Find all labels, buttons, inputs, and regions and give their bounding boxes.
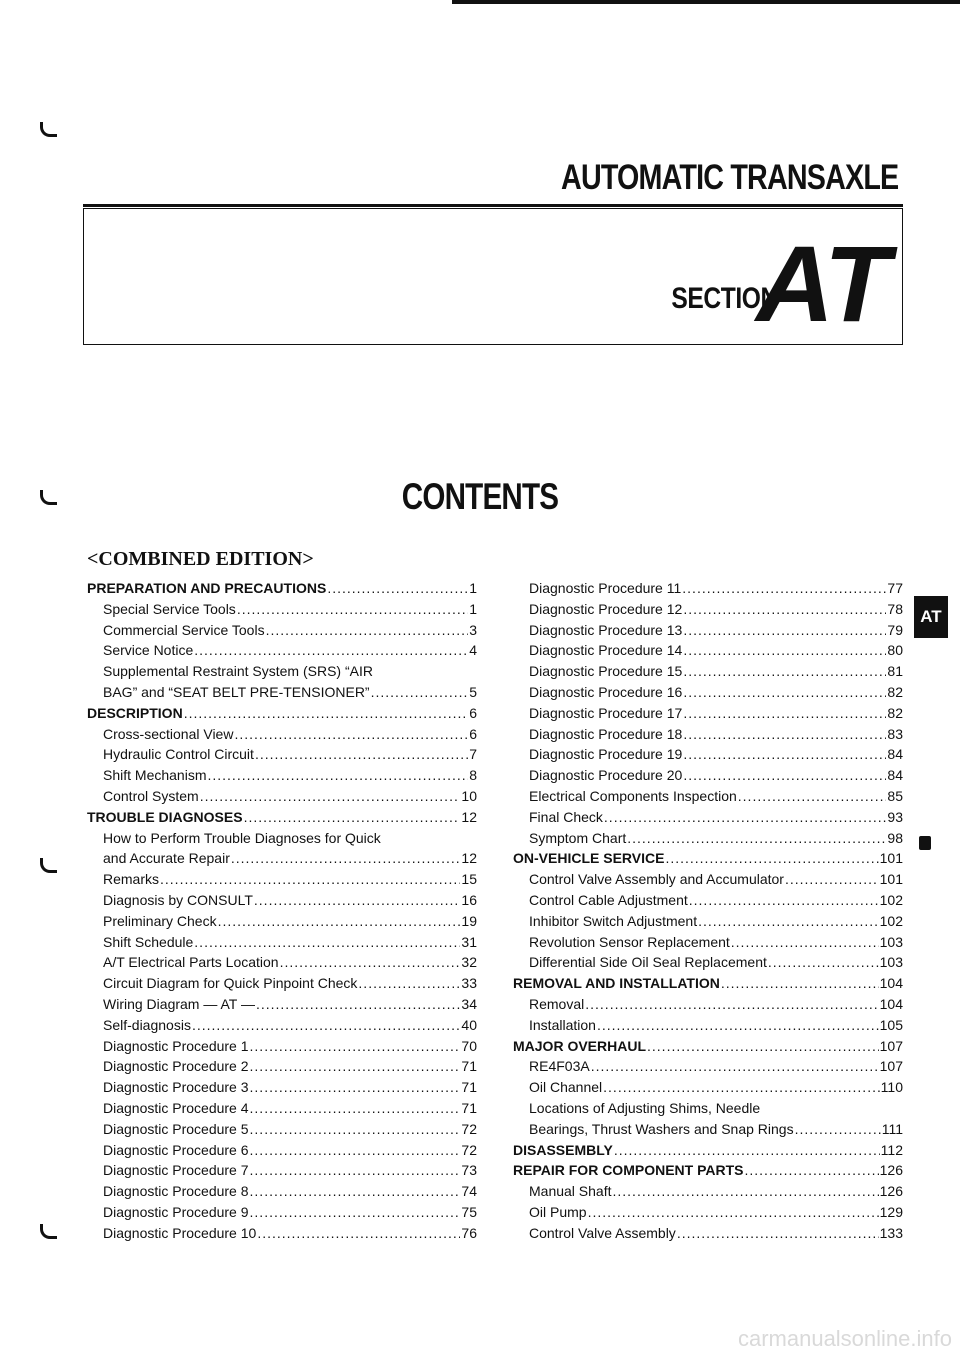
toc-page-number: 34 xyxy=(461,995,477,1012)
toc-entry[interactable] xyxy=(87,765,477,786)
toc-entry[interactable] xyxy=(513,703,903,724)
toc-page-number: 12 xyxy=(461,808,477,825)
toc-page-number: 101 xyxy=(879,871,903,888)
toc-entry[interactable] xyxy=(87,952,477,973)
toc-entry-title: Diagnostic Procedure 14 xyxy=(529,642,683,659)
toc-entry[interactable] xyxy=(87,682,477,703)
toc-leader-dots xyxy=(194,932,460,953)
toc-entry-title: Supplemental Restraint System (SRS) “AIR xyxy=(103,663,373,680)
toc-entry-title: ON-VEHICLE SERVICE xyxy=(513,850,665,867)
toc-entry[interactable] xyxy=(87,911,477,932)
toc-leader-dots xyxy=(614,1140,880,1161)
toc-page-number: 15 xyxy=(461,871,477,888)
toc-page-number: 72 xyxy=(461,1141,477,1158)
toc-page-number: 82 xyxy=(887,683,903,700)
toc-entry[interactable] xyxy=(513,620,903,641)
toc-entry[interactable] xyxy=(513,724,903,745)
toc-entry-title: REMOVAL AND INSTALLATION xyxy=(513,975,720,992)
toc-entry-title: Diagnosis by CONSULT xyxy=(103,891,253,908)
toc-entry[interactable] xyxy=(87,1056,477,1077)
toc-entry-title: Shift Schedule xyxy=(103,933,194,950)
toc-entry-title: Control System xyxy=(103,787,199,804)
toc-section-heading[interactable] xyxy=(513,1140,903,1161)
toc-entry[interactable] xyxy=(87,828,477,849)
toc-entry-title: Control Valve Assembly xyxy=(529,1224,676,1241)
toc-leader-dots xyxy=(250,1181,461,1202)
toc-page-number: 70 xyxy=(461,1037,477,1054)
toc-leader-dots xyxy=(603,1077,880,1098)
toc-entry[interactable] xyxy=(87,599,477,620)
toc-entry-title: Revolution Sensor Replacement xyxy=(529,933,730,950)
toc-page-number: 76 xyxy=(461,1224,477,1241)
toc-page-number: 6 xyxy=(469,704,477,721)
toc-page-number: 104 xyxy=(879,975,903,992)
toc-page-number: 112 xyxy=(880,1141,903,1158)
toc-leader-dots xyxy=(738,786,887,807)
toc-entry[interactable] xyxy=(87,1098,477,1119)
toc-leader-dots xyxy=(266,620,469,641)
toc-page-number: 40 xyxy=(461,1016,477,1033)
toc-page-number: 84 xyxy=(887,767,903,784)
toc-entry-title: Wiring Diagram — AT — xyxy=(103,995,255,1012)
toc-entry[interactable] xyxy=(513,828,903,849)
toc-entry-title: Cross-sectional View xyxy=(103,725,234,742)
toc-leader-dots xyxy=(647,1036,879,1057)
toc-leader-dots xyxy=(683,744,886,765)
toc-page-number: 82 xyxy=(887,704,903,721)
toc-page-number: 8 xyxy=(469,767,477,784)
toc-leader-dots xyxy=(588,1202,879,1223)
toc-page-number: 110 xyxy=(880,1079,903,1096)
section-label: SECTION xyxy=(671,282,778,315)
toc-entry-title: Inhibitor Switch Adjustment xyxy=(529,912,698,929)
toc-entry[interactable] xyxy=(513,786,903,807)
toc-leader-dots xyxy=(231,848,461,869)
toc-leader-dots xyxy=(677,1223,879,1244)
toc-entry[interactable] xyxy=(87,1140,477,1161)
binding-mark xyxy=(40,858,57,873)
toc-leader-dots xyxy=(237,599,468,620)
toc-page-number: 85 xyxy=(887,787,903,804)
toc-entry[interactable] xyxy=(87,640,477,661)
toc-leader-dots xyxy=(683,765,886,786)
toc-entry-title: Control Cable Adjustment xyxy=(529,891,688,908)
toc-entry-title: Diagnostic Procedure 16 xyxy=(529,683,683,700)
toc-entry-title: Diagnostic Procedure 1 xyxy=(103,1037,249,1054)
toc-entry-title: Electrical Components Inspection xyxy=(529,787,737,804)
toc-entry[interactable] xyxy=(513,1015,903,1036)
toc-leader-dots xyxy=(683,682,886,703)
toc-leader-dots xyxy=(731,932,879,953)
toc-leader-dots xyxy=(665,848,878,869)
toc-section-heading[interactable] xyxy=(87,703,477,724)
toc-leader-dots xyxy=(192,1015,460,1036)
section-box-rule xyxy=(83,204,903,207)
toc-page-number: 31 xyxy=(461,933,477,950)
toc-entry[interactable] xyxy=(513,1223,903,1244)
toc-entry-title: Diagnostic Procedure 13 xyxy=(529,621,683,638)
toc-leader-dots xyxy=(256,994,460,1015)
toc-entry-title: Diagnostic Procedure 3 xyxy=(103,1079,249,1096)
toc-page-number: 72 xyxy=(461,1120,477,1137)
toc-entry[interactable] xyxy=(87,890,477,911)
toc-page-number: 93 xyxy=(887,808,903,825)
toc-entry-title: Manual Shaft xyxy=(529,1183,612,1200)
toc-page-number: 105 xyxy=(879,1016,903,1033)
toc-leader-dots xyxy=(683,599,886,620)
toc-entry[interactable] xyxy=(513,952,903,973)
toc-leader-dots xyxy=(683,661,886,682)
toc-entry-title: Oil Channel xyxy=(529,1079,603,1096)
toc-page-number: 104 xyxy=(879,995,903,1012)
toc-entry-title: Diagnostic Procedure 2 xyxy=(103,1058,249,1075)
toc-leader-dots xyxy=(255,744,468,765)
toc-section-heading[interactable] xyxy=(513,1160,903,1181)
toc-leader-dots xyxy=(371,682,469,703)
toc-page-number: 107 xyxy=(879,1058,903,1075)
toc-page-number: 103 xyxy=(879,954,903,971)
toc-entry-title: Oil Pump xyxy=(529,1203,587,1220)
toc-leader-dots xyxy=(627,828,886,849)
toc-page-number: 1 xyxy=(469,600,477,617)
toc-page-number: 77 xyxy=(887,580,903,596)
toc-entry-title: Diagnostic Procedure 17 xyxy=(529,704,683,721)
toc-entry[interactable] xyxy=(513,765,903,786)
toc-page-number: 102 xyxy=(879,891,903,908)
toc-leader-dots xyxy=(721,973,879,994)
toc-entry[interactable] xyxy=(87,1015,477,1036)
toc-entry[interactable] xyxy=(513,661,903,682)
toc-page-number: 10 xyxy=(461,787,477,804)
toc-page-number: 78 xyxy=(887,600,903,617)
binding-mark xyxy=(40,1224,57,1239)
toc-entry-title: Diagnostic Procedure 4 xyxy=(103,1099,249,1116)
toc-entry[interactable] xyxy=(513,1181,903,1202)
toc-entry[interactable] xyxy=(87,620,477,641)
section-code: AT xyxy=(756,223,888,344)
toc-entry[interactable] xyxy=(513,807,903,828)
toc-page-number: 80 xyxy=(887,642,903,659)
toc-leader-dots xyxy=(250,1098,461,1119)
toc-section-heading[interactable] xyxy=(87,578,477,599)
toc-leader-dots xyxy=(250,1202,461,1223)
toc-entry[interactable] xyxy=(87,786,477,807)
toc-entry-title: Final Check xyxy=(529,808,603,825)
toc-entry[interactable] xyxy=(513,911,903,932)
toc-leader-dots xyxy=(683,640,886,661)
toc-leader-dots xyxy=(234,724,468,745)
toc-page-number: 7 xyxy=(469,746,477,763)
toc-entry-title: Shift Mechanism xyxy=(103,767,207,784)
toc-entry-title: Diagnostic Procedure 7 xyxy=(103,1162,249,1179)
toc-page-number: 129 xyxy=(879,1203,903,1220)
toc-leader-dots xyxy=(689,890,879,911)
toc-leader-dots xyxy=(200,786,461,807)
watermark: carmanualsonline.info xyxy=(737,1326,952,1351)
toc-entry-title: Diagnostic Procedure 8 xyxy=(103,1183,249,1200)
toc-entry-title: Diagnostic Procedure 15 xyxy=(529,663,683,680)
toc-leader-dots xyxy=(745,1160,879,1181)
toc-entry-title: DESCRIPTION xyxy=(87,704,183,721)
toc-page-number: 75 xyxy=(461,1203,477,1220)
toc-leader-dots xyxy=(591,1056,879,1077)
toc-entry-title: Control Valve Assembly and Accumulator xyxy=(529,871,784,888)
section-tab[interactable]: AT xyxy=(914,596,948,638)
toc-entry-title: and Accurate Repair xyxy=(103,850,230,867)
top-border-line xyxy=(452,0,960,4)
toc-page-number: 71 xyxy=(461,1079,477,1096)
toc-entry-title: Diagnostic Procedure 5 xyxy=(103,1120,249,1137)
toc-page-number: 33 xyxy=(461,975,477,992)
toc-leader-dots xyxy=(194,640,468,661)
toc-entry[interactable] xyxy=(513,1077,903,1098)
toc-entry[interactable] xyxy=(87,994,477,1015)
toc-entry-title: DISASSEMBLY xyxy=(513,1141,613,1158)
toc-entry[interactable] xyxy=(513,744,903,765)
toc-entry-title: Symptom Chart xyxy=(529,829,627,846)
toc-page-number: 73 xyxy=(461,1162,477,1179)
toc-leader-dots xyxy=(280,952,461,973)
toc-entry[interactable] xyxy=(87,1202,477,1223)
toc-page-number: 84 xyxy=(887,746,903,763)
toc-entry[interactable] xyxy=(87,744,477,765)
toc-leader-dots xyxy=(604,807,887,828)
toc-page-number: 81 xyxy=(887,663,903,680)
toc-entry[interactable] xyxy=(87,1160,477,1181)
toc-page-number: 133 xyxy=(879,1224,903,1241)
toc-entry[interactable] xyxy=(87,1119,477,1140)
toc-leader-dots xyxy=(585,994,878,1015)
toc-right-column xyxy=(513,578,903,1244)
toc-entry[interactable] xyxy=(87,848,477,869)
toc-entry-title: Hydraulic Control Circuit xyxy=(103,746,254,763)
toc-left-column xyxy=(87,578,477,1244)
toc-leader-dots xyxy=(698,911,879,932)
toc-entry[interactable] xyxy=(513,1119,903,1140)
toc-entry-title: Bearings, Thrust Washers and Snap Rings xyxy=(529,1120,794,1137)
toc-leader-dots xyxy=(250,1077,461,1098)
toc-entry[interactable] xyxy=(513,682,903,703)
toc-entry-title: Diagnostic Procedure 10 xyxy=(103,1224,257,1241)
toc-page-number: 12 xyxy=(461,850,477,867)
toc-page-number: 16 xyxy=(461,891,477,908)
toc-entry[interactable] xyxy=(87,661,477,682)
toc-page-number: 102 xyxy=(879,912,903,929)
toc-leader-dots xyxy=(683,703,886,724)
toc-leader-dots xyxy=(613,1181,879,1202)
toc-entry-title: Diagnostic Procedure 9 xyxy=(103,1203,249,1220)
toc-entry[interactable] xyxy=(513,578,903,599)
toc-leader-dots xyxy=(254,890,461,911)
toc-page-number: 5 xyxy=(469,683,477,700)
toc-page-number: 111 xyxy=(881,1120,903,1137)
toc-leader-dots xyxy=(597,1015,879,1036)
toc-entry-title: BAG” and “SEAT BELT PRE-TENSIONER” xyxy=(103,683,370,700)
toc-leader-dots xyxy=(785,869,879,890)
toc-entry[interactable] xyxy=(513,890,903,911)
toc-entry-title: TROUBLE DIAGNOSES xyxy=(87,808,243,825)
toc-leader-dots xyxy=(244,807,461,828)
toc-entry-title: Diagnostic Procedure 20 xyxy=(529,767,683,784)
toc-page-number: 83 xyxy=(887,725,903,742)
toc-entry-title: RE4F03A xyxy=(529,1058,590,1075)
toc-entry-title: Diagnostic Procedure 12 xyxy=(529,600,683,617)
toc-page-number: 126 xyxy=(879,1183,903,1200)
toc-entry-title: Service Notice xyxy=(103,642,194,659)
toc-entry-title: PREPARATION AND PRECAUTIONS xyxy=(87,580,327,596)
toc-leader-dots xyxy=(682,578,886,599)
toc-entry-title: Diagnostic Procedure 11 xyxy=(529,580,682,596)
toc-entry-title: How to Perform Trouble Diagnoses for Quick xyxy=(103,829,381,846)
toc-entry[interactable] xyxy=(87,932,477,953)
toc-entry-title: Installation xyxy=(529,1016,596,1033)
toc-entry-title: Commercial Service Tools xyxy=(103,621,265,638)
toc-leader-dots xyxy=(207,765,468,786)
toc-entry-title: A/T Electrical Parts Location xyxy=(103,954,279,971)
toc-leader-dots xyxy=(250,1056,461,1077)
toc-page-number: 6 xyxy=(469,725,477,742)
toc-entry[interactable] xyxy=(87,973,477,994)
toc-entry[interactable] xyxy=(513,1202,903,1223)
toc-entry-title: Diagnostic Procedure 6 xyxy=(103,1141,249,1158)
toc-section-heading[interactable] xyxy=(513,1036,903,1057)
toc-section-heading[interactable] xyxy=(87,807,477,828)
toc-entry[interactable] xyxy=(87,869,477,890)
toc-leader-dots xyxy=(160,869,460,890)
toc-entry-title: Remarks xyxy=(103,871,160,888)
toc-page-number: 107 xyxy=(879,1037,903,1054)
toc-entry-title: Self-diagnosis xyxy=(103,1016,191,1033)
toc-entry[interactable] xyxy=(87,1181,477,1202)
toc-page-number: 3 xyxy=(469,621,477,638)
toc-page-number: 101 xyxy=(879,850,903,867)
toc-entry-title: Differential Side Oil Seal Replacement xyxy=(529,954,767,971)
toc-leader-dots xyxy=(795,1119,881,1140)
toc-entry[interactable] xyxy=(513,932,903,953)
toc-page-number: 98 xyxy=(887,829,903,846)
toc-section-heading[interactable] xyxy=(513,973,903,994)
toc-entry-title: Preliminary Check xyxy=(103,912,217,929)
toc-leader-dots xyxy=(250,1119,461,1140)
section-tab-marker xyxy=(919,836,931,850)
toc-entry[interactable] xyxy=(87,1036,477,1057)
toc-entry-title: MAJOR OVERHAUL xyxy=(513,1037,647,1054)
toc-page-number: 71 xyxy=(461,1099,477,1116)
toc-leader-dots xyxy=(250,1140,461,1161)
toc-page-number: 126 xyxy=(879,1162,903,1179)
edition-label: <COMBINED EDITION> xyxy=(87,548,314,570)
toc-entry-title: Circuit Diagram for Quick Pinpoint Check xyxy=(103,975,358,992)
toc-page-number: 103 xyxy=(879,933,903,950)
toc-leader-dots xyxy=(218,911,461,932)
toc-entry[interactable] xyxy=(513,1056,903,1077)
toc-leader-dots xyxy=(257,1223,460,1244)
toc-entry-title: Diagnostic Procedure 18 xyxy=(529,725,683,742)
contents-heading: CONTENTS xyxy=(401,476,559,517)
toc-entry[interactable] xyxy=(87,1223,477,1244)
binding-mark xyxy=(40,490,57,505)
toc-entry[interactable] xyxy=(513,994,903,1015)
toc-page-number: 79 xyxy=(887,621,903,638)
toc-entry[interactable] xyxy=(513,869,903,890)
toc-entry[interactable] xyxy=(513,599,903,620)
toc-leader-dots xyxy=(683,724,886,745)
toc-page-number: 74 xyxy=(461,1183,477,1200)
toc-entry-title: REPAIR FOR COMPONENT PARTS xyxy=(513,1162,744,1179)
toc-section-heading[interactable] xyxy=(513,848,903,869)
toc-leader-dots xyxy=(250,1160,461,1181)
toc-leader-dots xyxy=(250,1036,461,1057)
toc-entry-title: Removal xyxy=(529,995,585,1012)
toc-entry-title: Special Service Tools xyxy=(103,600,236,617)
toc-entry-title: Locations of Adjusting Shims, Needle xyxy=(529,1099,761,1116)
toc-leader-dots xyxy=(683,620,886,641)
toc-entry[interactable] xyxy=(87,724,477,745)
toc-entry[interactable] xyxy=(87,1077,477,1098)
toc-entry-title: Diagnostic Procedure 19 xyxy=(529,746,683,763)
toc-page-number: 4 xyxy=(469,642,477,659)
manual-title: AUTOMATIC TRANSAXLE xyxy=(560,158,898,197)
toc-page-number: 71 xyxy=(461,1058,477,1075)
toc-page-number: 32 xyxy=(461,954,477,971)
toc-entry[interactable] xyxy=(513,1098,903,1119)
binding-mark xyxy=(40,122,57,137)
toc-leader-dots xyxy=(358,973,460,994)
toc-leader-dots xyxy=(768,952,879,973)
toc-leader-dots xyxy=(184,703,469,724)
toc-entry[interactable] xyxy=(513,640,903,661)
toc-page-number: 1 xyxy=(469,580,477,596)
toc-page-number: 19 xyxy=(461,912,477,929)
toc-leader-dots xyxy=(327,578,468,599)
